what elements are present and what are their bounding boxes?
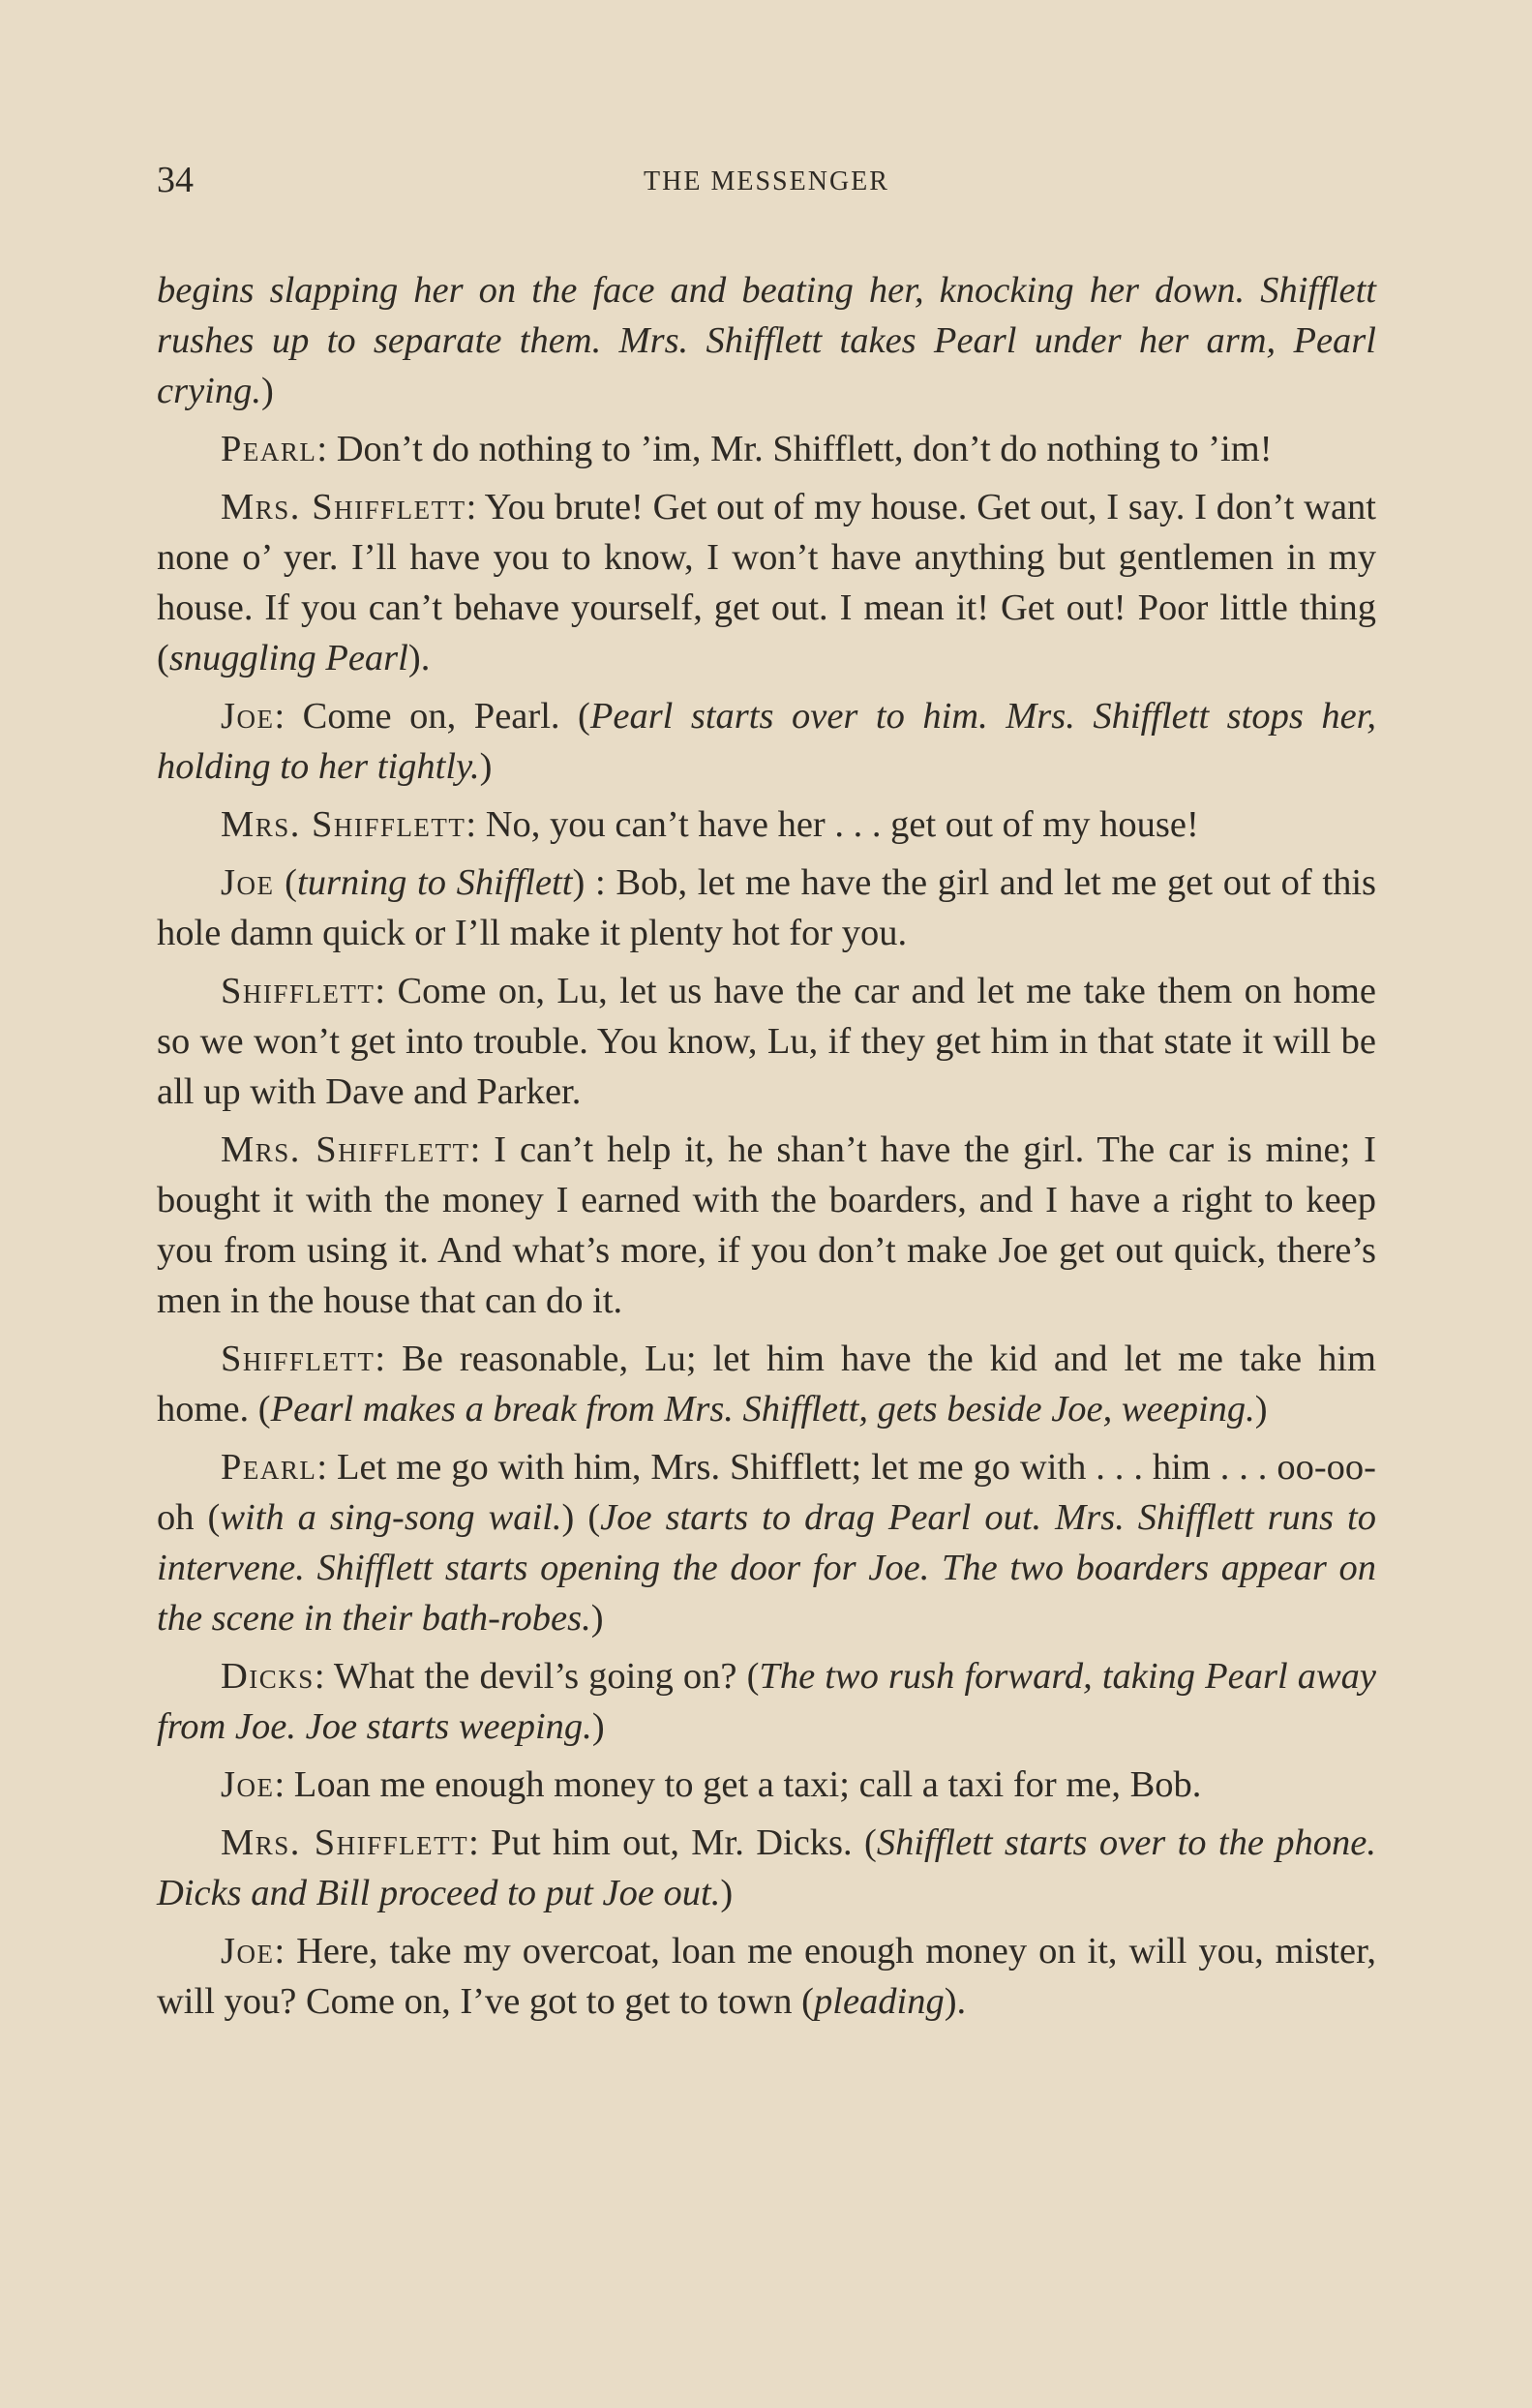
dialogue-text: ). — [944, 1981, 967, 2022]
dialogue-text: ) — [479, 746, 493, 787]
speaker-name: Joe — [221, 696, 275, 737]
speaker-name: Shifflett — [221, 1339, 375, 1379]
dialogue-paragraph — [157, 1442, 1376, 1643]
dialogue-paragraph — [157, 1818, 1376, 1918]
dialogue-text: : Come on, Pearl. ( — [274, 696, 590, 737]
dialogue-paragraph — [157, 1125, 1376, 1326]
stage-direction: pleading — [814, 1981, 945, 2022]
stage-direction: with a sing-song wail. — [220, 1497, 562, 1538]
dialogue-text: ). — [407, 638, 431, 678]
dialogue-paragraph — [157, 691, 1376, 792]
dialogue-text: : Come on, Lu, let us have the car and let me take them on home so we won’t get into trouble. You know, Lu, if they get him in that state it will be all up with Dave and Parker. — [157, 971, 1376, 1112]
speaker-name: Joe — [221, 1764, 275, 1805]
dialogue-paragraph — [157, 265, 1376, 416]
stage-direction: Pearl starts over to him. Mrs. Shifflett stops her, holding to her tightly. — [157, 696, 1376, 787]
speaker-name: Shifflett — [221, 971, 375, 1011]
stage-direction: snuggling Pearl — [168, 638, 408, 678]
book-page — [157, 155, 1376, 2034]
dialogue-text: : I can’t help it, he shan’t have the girl. The car is mine; I bought it with the money I earned with the boarders, and I have a right to keep you from using it. And what’s more, if you don’t make Joe get out quick, there’s men in the house that can do it. — [157, 1129, 1376, 1321]
speaker-name: Mrs. Shifflett — [221, 804, 466, 845]
play-text — [157, 265, 1376, 2027]
stage-direction: Joe starts to drag Pearl out. Mrs. Shifflett runs to intervene. Shifflett starts opening the door for Joe. The two boarders appear on the scene in their bath-robes. — [157, 1497, 1376, 1639]
dialogue-text: : What the devil’s going on? ( — [314, 1656, 760, 1697]
dialogue-paragraph — [157, 799, 1376, 850]
dialogue-text: ) ( — [561, 1497, 601, 1538]
running-head: THE MESSENGER — [644, 166, 889, 196]
dialogue-paragraph — [157, 1334, 1376, 1434]
stage-direction: begins slapping her on the face and beating her, knocking her down. Shifflett rushes up to separate them. Mrs. Shifflett takes Pearl under her arm, Pearl crying. — [157, 270, 1376, 411]
dialogue-text: ( — [274, 862, 297, 903]
speaker-name: Mrs. Shifflett — [221, 1129, 470, 1170]
dialogue-text: ) — [591, 1706, 605, 1747]
dialogue-text: ) : Bob, let me have the girl and let me get out of this hole damn quick or I’ll make it plenty hot for you. — [157, 862, 1377, 953]
dialogue-text: : Let me go with him, Mrs. Shifflett; let me go with . . . him . . . oo-oo-oh ( — [157, 1447, 1376, 1538]
dialogue-text: : Loan me enough money to get a taxi; call a taxi for me, Bob. — [274, 1764, 1202, 1805]
speaker-name: Mrs. Shifflett — [221, 487, 466, 527]
dialogue-paragraph — [157, 858, 1376, 958]
dialogue-text: : Here, take my overcoat, loan me enough money on it, will you, mister, will you? Come on, I’ve got to get to town ( — [157, 1931, 1376, 2022]
dialogue-text: : Put him out, Mr. Dicks. ( — [468, 1822, 877, 1863]
dialogue-text: ) — [720, 1873, 734, 1913]
dialogue-text: : Don’t do nothing to ’im, Mr. Shifflett, don’t do nothing to ’im! — [316, 429, 1273, 469]
page-header — [157, 155, 1376, 213]
speaker-name: Pearl — [221, 1447, 317, 1488]
speaker-name: Pearl — [221, 429, 317, 469]
dialogue-paragraph — [157, 424, 1376, 474]
stage-direction: turning to Shifflett — [297, 862, 573, 903]
dialogue-paragraph — [157, 966, 1376, 1117]
dialogue-text: ) — [1254, 1389, 1268, 1430]
dialogue-paragraph — [157, 482, 1376, 683]
stage-direction: Shifflett starts over to the phone. Dicks and Bill proceed to put Joe out. — [157, 1822, 1376, 1913]
dialogue-paragraph — [157, 1651, 1376, 1752]
stage-direction: The two rush forward, taking Pearl away from Joe. Joe starts weeping. — [157, 1656, 1376, 1747]
page-number: 34 — [157, 160, 194, 200]
dialogue-text: : You brute! Get out of my house. Get out, I say. I don’t want none o’ yer. I’ll have you to know, I won’t have anything but gentlemen in my house. If you can’t behave yourself, get out. I mean it! Get out! Poor little thing ( — [157, 487, 1376, 678]
dialogue-text: ) — [260, 371, 274, 411]
dialogue-paragraph — [157, 1760, 1376, 1810]
speaker-name: Joe — [221, 862, 275, 903]
speaker-name: Mrs. Shifflett — [221, 1822, 469, 1863]
dialogue-text: : Be reasonable, Lu; let him have the kid and let me take him home. ( — [157, 1339, 1376, 1430]
speaker-name: Joe — [221, 1931, 275, 1972]
dialogue-text: ) — [590, 1598, 604, 1639]
stage-direction: Pearl makes a break from Mrs. Shifflett, gets beside Joe, weeping. — [270, 1389, 1255, 1430]
speaker-name: Dicks — [221, 1656, 315, 1697]
dialogue-text: : No, you can’t have her . . . get out of my house! — [466, 804, 1199, 845]
dialogue-paragraph — [157, 1926, 1376, 2027]
